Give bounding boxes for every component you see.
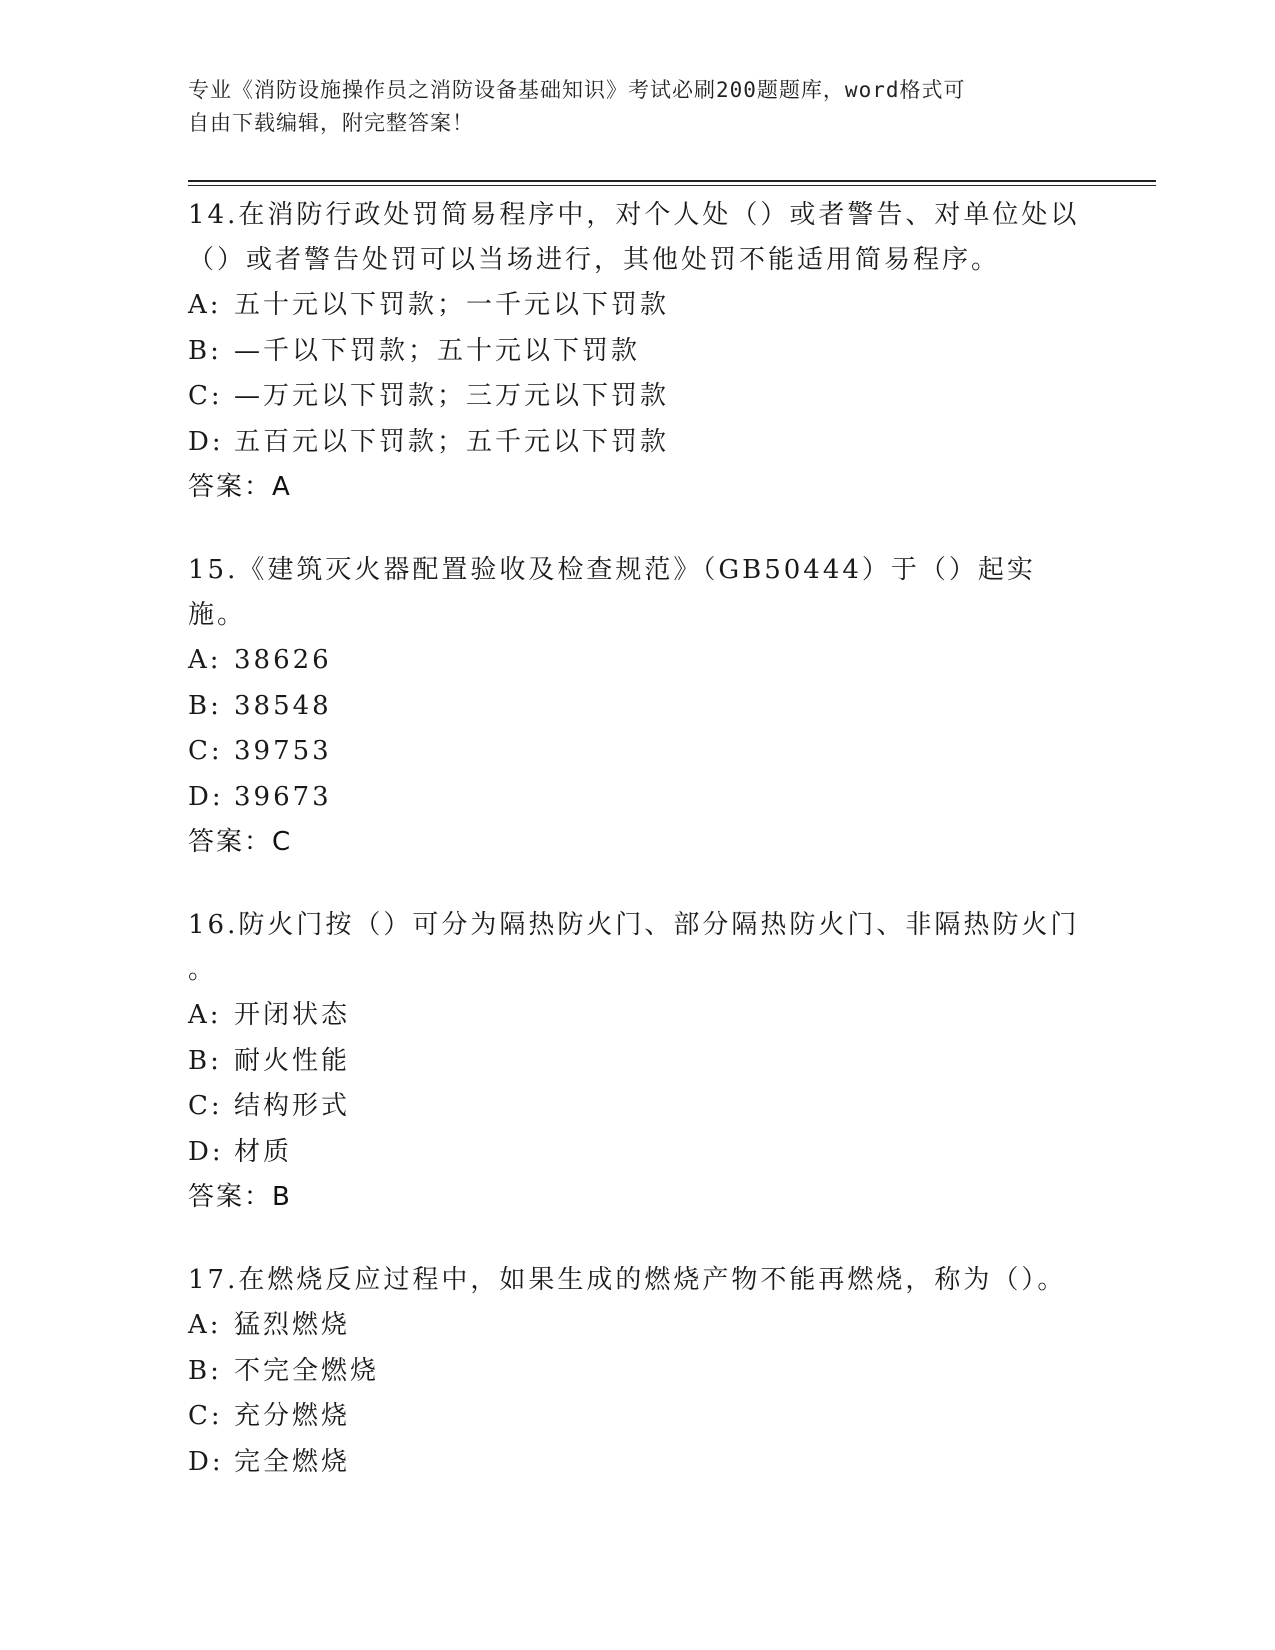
option-text: 充分燃烧 [234, 1401, 351, 1431]
header-line-2: 自由下载编辑，附完整答案！ [188, 111, 474, 135]
option-letter: C: [188, 1091, 223, 1121]
option-letter: A: [188, 290, 222, 320]
header-rule-thin [188, 185, 1156, 186]
question-stem-line-1: 14.在消防行政处罚简易程序中，对个人处（）或者警告、对单位处以 [188, 200, 1080, 230]
option-text: 五十元以下罚款；一千元以下罚款 [234, 290, 670, 320]
option-letter: C: [188, 381, 223, 411]
option-c [188, 729, 1088, 775]
option-text: 不完全燃烧 [234, 1355, 380, 1386]
option-c [188, 1394, 1088, 1440]
option-d [188, 1440, 1088, 1486]
answer-line: 答案：B [188, 1182, 292, 1212]
question-stem-line-1: 15.《建筑灭火器配置验收及检查规范》（GB50444）于（）起实施。 [188, 555, 1036, 630]
option-text: 38548 [234, 690, 332, 721]
question-14 [188, 193, 1088, 510]
option-a [188, 638, 1088, 684]
option-b [188, 1039, 1088, 1085]
option-letter: B: [188, 335, 222, 366]
option-letter: D: [188, 426, 224, 457]
option-text: 猛烈燃烧 [234, 1310, 351, 1340]
option-text: 结构形式 [234, 1091, 351, 1121]
option-a [188, 283, 1088, 329]
option-b [188, 684, 1088, 730]
option-text: 材质 [234, 1136, 293, 1167]
question-16 [188, 903, 1088, 1220]
answer-line: 答案：C [188, 827, 293, 857]
option-b [188, 329, 1088, 375]
option-letter: B: [188, 1355, 222, 1386]
option-c [188, 1084, 1088, 1130]
option-text: 完全燃烧 [234, 1446, 351, 1477]
option-letter: A: [188, 645, 222, 675]
question-stem-line-2: 。 [188, 955, 218, 985]
option-text: 39753 [234, 736, 332, 766]
option-a [188, 1303, 1088, 1349]
option-letter: A: [188, 1310, 222, 1340]
question-15 [188, 548, 1088, 865]
option-a [188, 993, 1088, 1039]
option-text: 39673 [234, 781, 332, 812]
option-text: —万元以下罚款；三万元以下罚款 [234, 381, 670, 411]
option-letter: D: [188, 781, 224, 812]
question-stem-line-1: 16.防火门按（）可分为隔热防火门、部分隔热防火门、非隔热防火门 [188, 910, 1080, 940]
option-letter: A: [188, 1000, 222, 1030]
option-letter: B: [188, 1045, 222, 1076]
question-17 [188, 1258, 1088, 1485]
option-letter: D: [188, 1446, 224, 1477]
option-text: —千以下罚款；五十元以下罚款 [234, 335, 641, 366]
option-letter: B: [188, 690, 222, 721]
option-text: 38626 [234, 645, 332, 675]
option-c [188, 374, 1088, 420]
option-text: 耐火性能 [234, 1045, 351, 1076]
option-d [188, 420, 1088, 466]
option-d [188, 1130, 1088, 1176]
option-text: 开闭状态 [234, 1000, 351, 1030]
option-letter: C: [188, 1401, 223, 1431]
option-letter: D: [188, 1136, 224, 1167]
answer-line: 答案：A [188, 472, 292, 502]
question-list [188, 193, 1088, 1523]
option-d [188, 775, 1088, 821]
header-rule-thick [188, 180, 1156, 182]
question-stem-line-2: （）或者警告处罚可以当场进行，其他处罚不能适用简易程序。 [188, 245, 1001, 275]
question-stem-line-1: 17.在燃烧反应过程中，如果生成的燃烧产物不能再燃烧，称为（）。 [188, 1265, 1067, 1295]
document-header [188, 74, 1088, 140]
option-b [188, 1349, 1088, 1395]
option-letter: C: [188, 736, 223, 766]
option-text: 五百元以下罚款；五千元以下罚款 [234, 426, 670, 457]
header-line-1: 专业《消防设施操作员之消防设备基础知识》考试必刷200题题库，word格式可 [188, 78, 966, 102]
